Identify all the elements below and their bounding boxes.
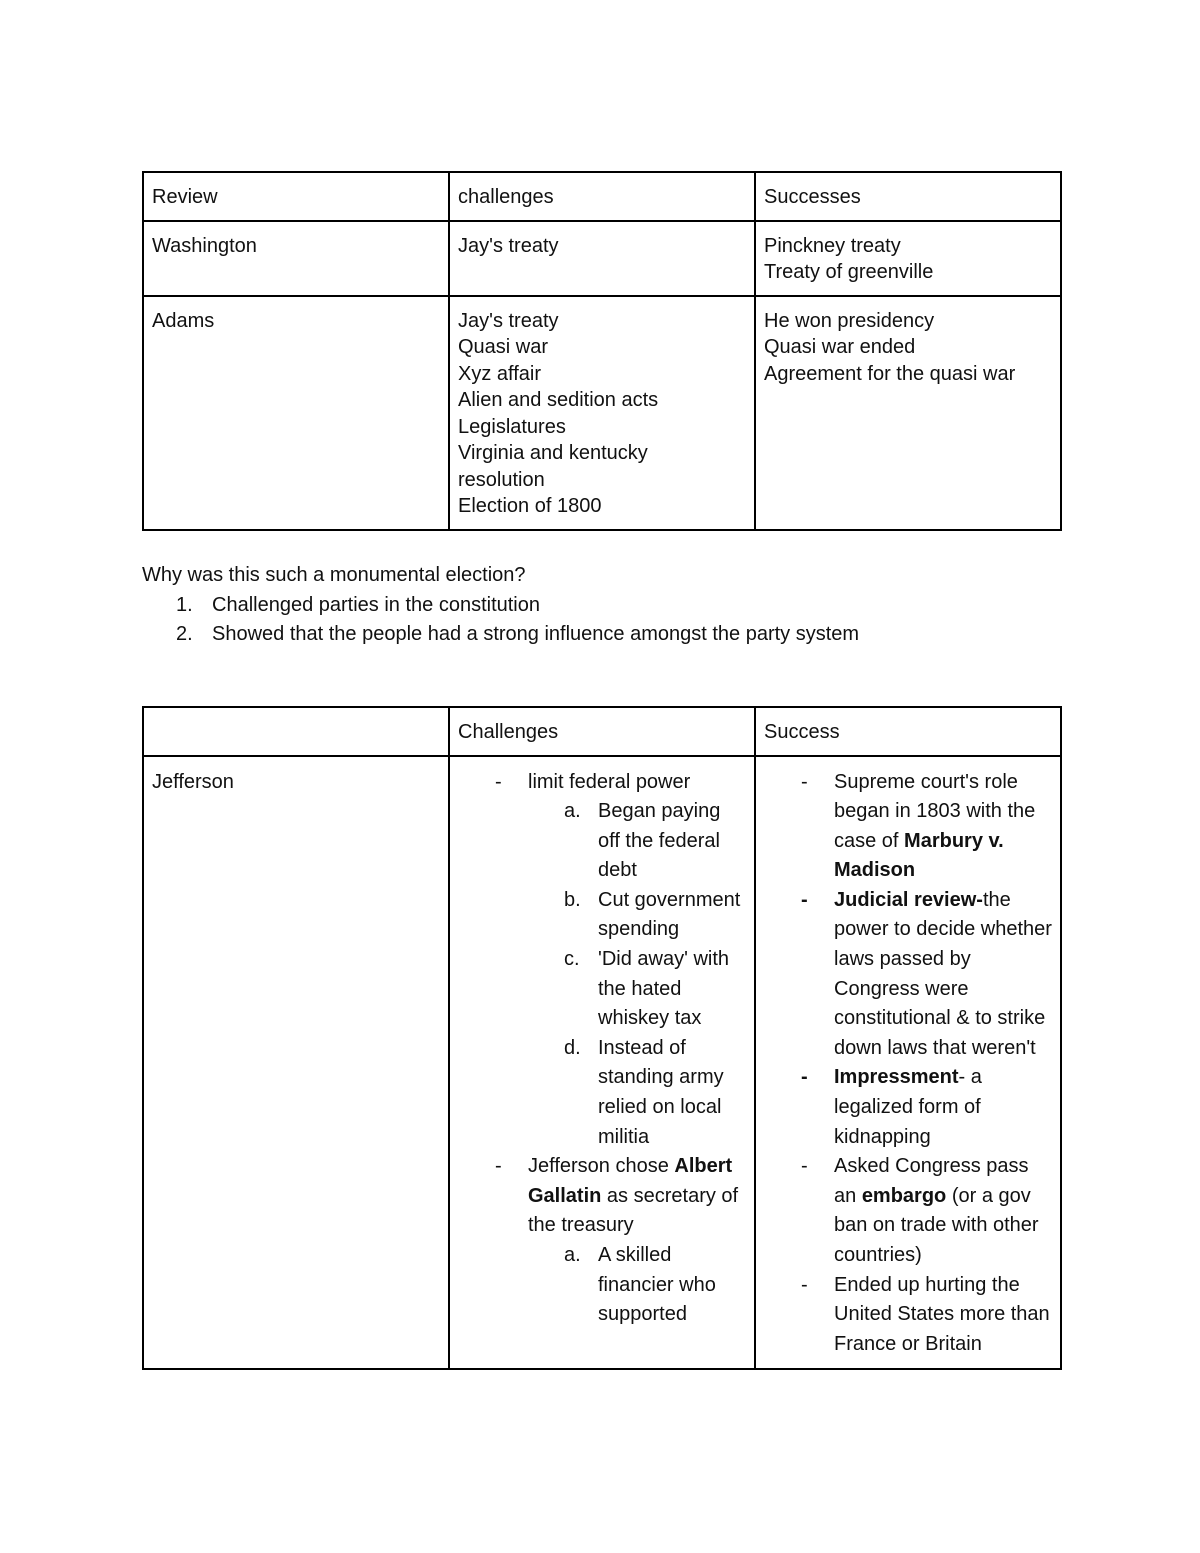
- sub-text: Cut government spending: [598, 888, 741, 941]
- president-name: Jefferson: [143, 756, 449, 1370]
- success-bold-text: Marbury v. Madison: [834, 829, 1004, 882]
- challenge-item: Legislatures: [458, 415, 566, 438]
- answer-item: [142, 620, 859, 650]
- challenge-item: [458, 1152, 747, 1330]
- success-text: the power to decide whether laws passed by Congress were constitutional & to strike down laws that weren't: [834, 888, 1052, 1059]
- sub-item: [528, 886, 747, 945]
- success-bold-text: Judicial review-: [834, 888, 983, 911]
- challenge-sublist: [528, 797, 747, 1152]
- success-cell: [755, 756, 1061, 1370]
- success-item: [764, 1063, 1053, 1152]
- challenge-bold-text: Albert Gallatin: [528, 1155, 733, 1207]
- adams-row: [143, 296, 1061, 530]
- sub-text: Began paying off the federal debt: [598, 800, 721, 882]
- success-item: Treaty of greenville: [764, 261, 934, 283]
- sub-marker: c.: [564, 948, 580, 971]
- success-text: Ended up hurting the United States more than France or Britain: [834, 1273, 1050, 1355]
- answer-text: Showed that the people had a strong influence amongst the party system: [212, 623, 860, 645]
- challenge-item: Quasi war: [458, 336, 549, 358]
- challenges-header-cell: Challenges: [449, 707, 755, 756]
- challenge-text: as secretary of the treasury: [528, 1184, 739, 1237]
- jefferson-header-row: [143, 707, 1061, 756]
- dash-bullet: -: [801, 1066, 808, 1089]
- jefferson-row: [143, 756, 1061, 1370]
- president-name: Adams: [143, 296, 449, 530]
- success-list: [764, 768, 1053, 1360]
- challenge-text: limit federal power: [528, 770, 691, 793]
- successes-header-cell: Successes: [755, 172, 1061, 221]
- sub-text: Instead of standing army relied on local militia: [598, 1036, 724, 1148]
- sub-text: 'Did away' with the hated whiskey tax: [598, 948, 730, 1030]
- dash-bullet: -: [495, 770, 502, 793]
- challenges-cell: [449, 296, 755, 530]
- dash-bullet: -: [801, 770, 808, 793]
- success-text: Supreme court's role began in 1803 with the case of: [834, 770, 1036, 852]
- challenges-list: [458, 768, 747, 1330]
- success-text: (or a gov ban on trade with other countries): [834, 1184, 1039, 1266]
- success-text: Asked Congress pass an: [834, 1155, 1029, 1207]
- sub-item: [528, 797, 747, 886]
- challenge-item: Jay's treaty: [458, 309, 559, 332]
- challenge-sublist: [528, 1241, 747, 1330]
- dash-bullet: -: [495, 1155, 502, 1178]
- answer-list: [142, 591, 859, 650]
- challenge-item: Alien and sedition acts: [458, 389, 659, 411]
- successes-cell: [755, 221, 1061, 296]
- washington-row: [143, 221, 1061, 296]
- sub-marker: d.: [564, 1036, 581, 1059]
- review-table: [142, 171, 1062, 531]
- success-item: [764, 1271, 1053, 1360]
- challenge-item: [458, 768, 747, 1153]
- question-text: Why was this such a monumental election?: [142, 564, 526, 586]
- sub-marker: a.: [564, 1244, 581, 1266]
- success-header-cell: Success: [755, 707, 1061, 756]
- success-item: He won presidency: [764, 309, 935, 332]
- challenge-item: Xyz affair: [458, 362, 541, 385]
- success-bold-text: Impressment: [834, 1066, 959, 1089]
- sub-item: [528, 1241, 747, 1330]
- dash-bullet: -: [801, 1155, 808, 1178]
- challenge-item: Virginia and kentucky: [458, 442, 648, 464]
- challenges-cell: [449, 756, 755, 1370]
- review-header-cell: Review: [143, 172, 449, 221]
- challenge-item: Election of 1800: [458, 495, 602, 517]
- sub-text: A skilled financier who supported: [598, 1244, 716, 1326]
- success-text: - a legalized form of kidnapping: [834, 1066, 982, 1148]
- success-item: [764, 768, 1053, 886]
- challenges-header-cell: challenges: [449, 172, 755, 221]
- success-item: Quasi war ended: [764, 336, 916, 358]
- answer-number: 2.: [176, 623, 193, 645]
- successes-cell: [755, 296, 1061, 530]
- answer-item: [142, 591, 859, 621]
- empty-header-cell: [143, 707, 449, 756]
- dash-bullet: -: [801, 1273, 808, 1296]
- review-header-row: [143, 172, 1061, 221]
- challenge-item: Jay's treaty: [458, 234, 559, 257]
- success-bold-text: embargo: [861, 1184, 947, 1207]
- challenge-item: resolution: [458, 468, 545, 491]
- sub-item: [528, 945, 747, 1034]
- election-question-block: [142, 561, 859, 650]
- sub-item: [528, 1034, 747, 1152]
- president-name: Washington: [143, 221, 449, 296]
- answer-text: Challenged parties in the constitution: [212, 593, 540, 616]
- dash-bullet: -: [801, 888, 808, 911]
- sub-marker: b.: [564, 888, 581, 911]
- jefferson-table: [142, 706, 1062, 1370]
- challenge-text: Jefferson chose: [528, 1155, 669, 1178]
- success-item: [764, 1152, 1053, 1270]
- challenges-cell: [449, 221, 755, 296]
- success-item: Agreement for the quasi war: [764, 362, 1016, 385]
- success-item: [764, 886, 1053, 1064]
- answer-number: 1.: [176, 593, 193, 616]
- success-item: Pinckney treaty: [764, 234, 901, 257]
- sub-marker: a.: [564, 800, 581, 823]
